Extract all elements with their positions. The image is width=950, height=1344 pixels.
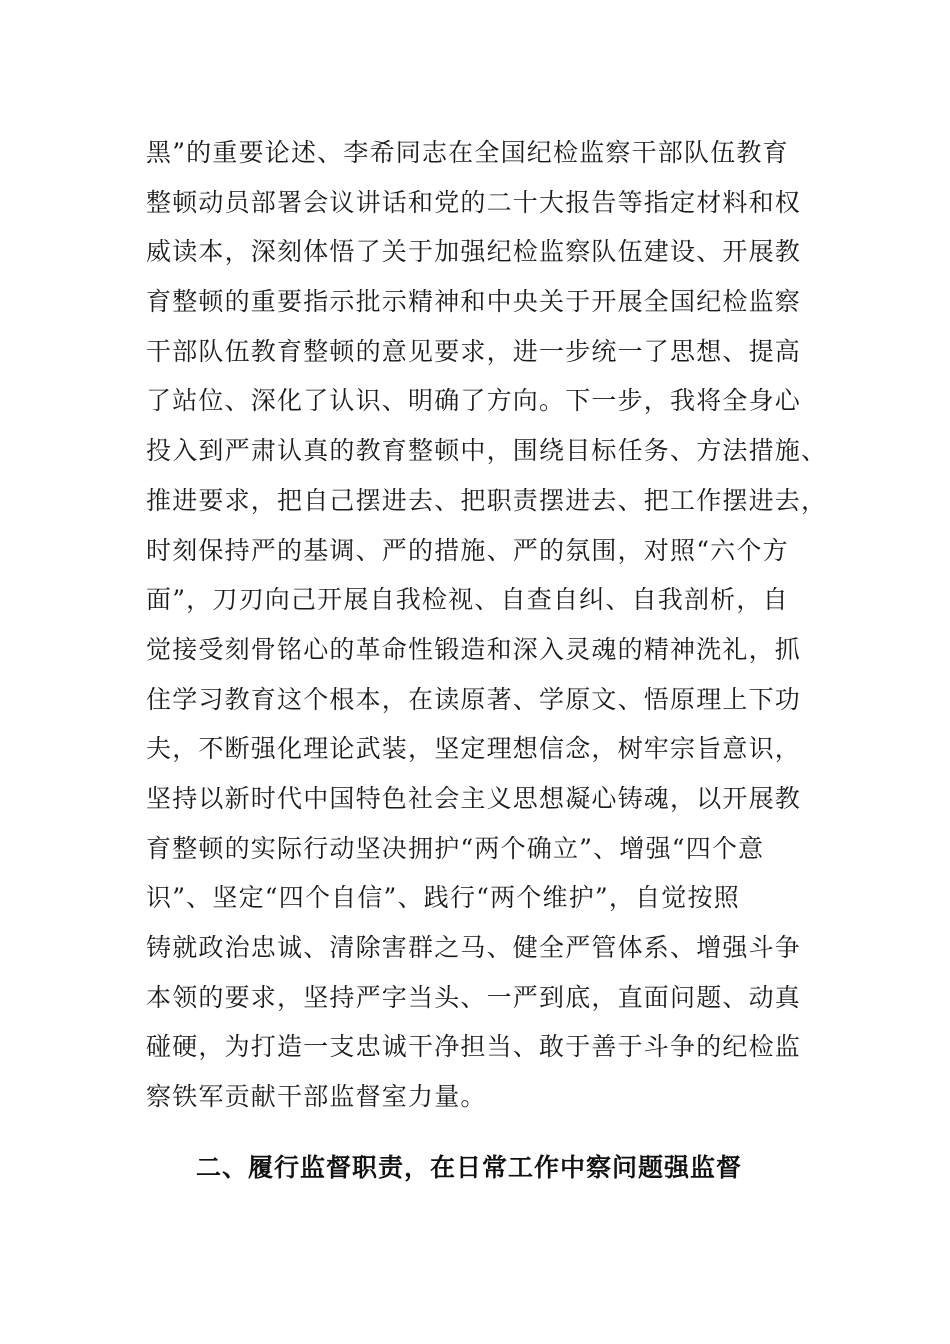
paragraph-line-5: 干部队伍教育整顿的意见要求，进一步统一了思想、提高: [146, 336, 802, 366]
paragraph-line-14: 坚持以新时代中国特色社会主义思想凝心铸魂，以开展教: [146, 783, 802, 813]
paragraph-line-18: 本领的要求，坚持严字当头、一严到底，直面问题、动真: [146, 982, 802, 1012]
paragraph-line-4: 育整顿的重要指示批示精神和中央关于开展全国纪检监察: [146, 287, 802, 317]
paragraph-line-15: 育整顿的实际行动坚决拥护“两个确立”、增强“四个意: [146, 833, 765, 863]
paragraph-line-6: 了站位、深化了认识、明确了方向。下一步，我将全身心: [146, 386, 802, 416]
section-heading: 二、履行监督职责，在日常工作中察问题强监督: [196, 1153, 743, 1182]
paragraph-line-16: 识”、坚定“四个自信”、践行“两个维护”，自觉按照: [146, 883, 740, 913]
paragraph-line-19: 碰硬，为打造一支忠诚干净担当、敢于善于斗争的纪检监: [146, 1032, 802, 1062]
paragraph-line-7: 投入到严肃认真的教育整顿中，围绕目标任务、方法措施、: [146, 436, 828, 466]
paragraph-line-13: 夫，不断强化理论武装，坚定理想信念，树牢宗旨意识，: [146, 734, 802, 764]
paragraph-line-11: 觉接受刻骨铭心的革命性锻造和深入灵魂的精神洗礼，抓: [146, 634, 802, 664]
paragraph-line-9: 时刻保持严的基调、严的措施、严的氛围，对照“六个方: [146, 535, 789, 565]
paragraph-line-17: 铸就政治忠诚、清除害群之马、健全严管体系、增强斗争: [146, 933, 802, 962]
paragraph-line-12: 住学习教育这个根本，在读原著、学原文、悟原理上下功: [146, 684, 802, 714]
paragraph-line-8: 推进要求，把自己摆进去、把职责摆进去、把工作摆进去，: [146, 485, 828, 515]
paragraph-line-1: 黑”的重要论述、李希同志在全国纪检监察干部队伍教育: [146, 138, 789, 167]
body-paragraph: [146, 128, 828, 1122]
paragraph-line-3: 威读本，深刻体悟了关于加强纪检监察队伍建设、开展教: [146, 237, 802, 267]
paragraph-line-20: 察铁军贡献干部监督室力量。: [146, 1082, 487, 1112]
paragraph-line-2: 整顿动员部署会议讲话和党的二十大报告等指定材料和权: [146, 187, 802, 217]
paragraph-line-10: 面”，刀刃向己开展自我检视、自查自纠、自我剖析，自: [146, 585, 789, 615]
